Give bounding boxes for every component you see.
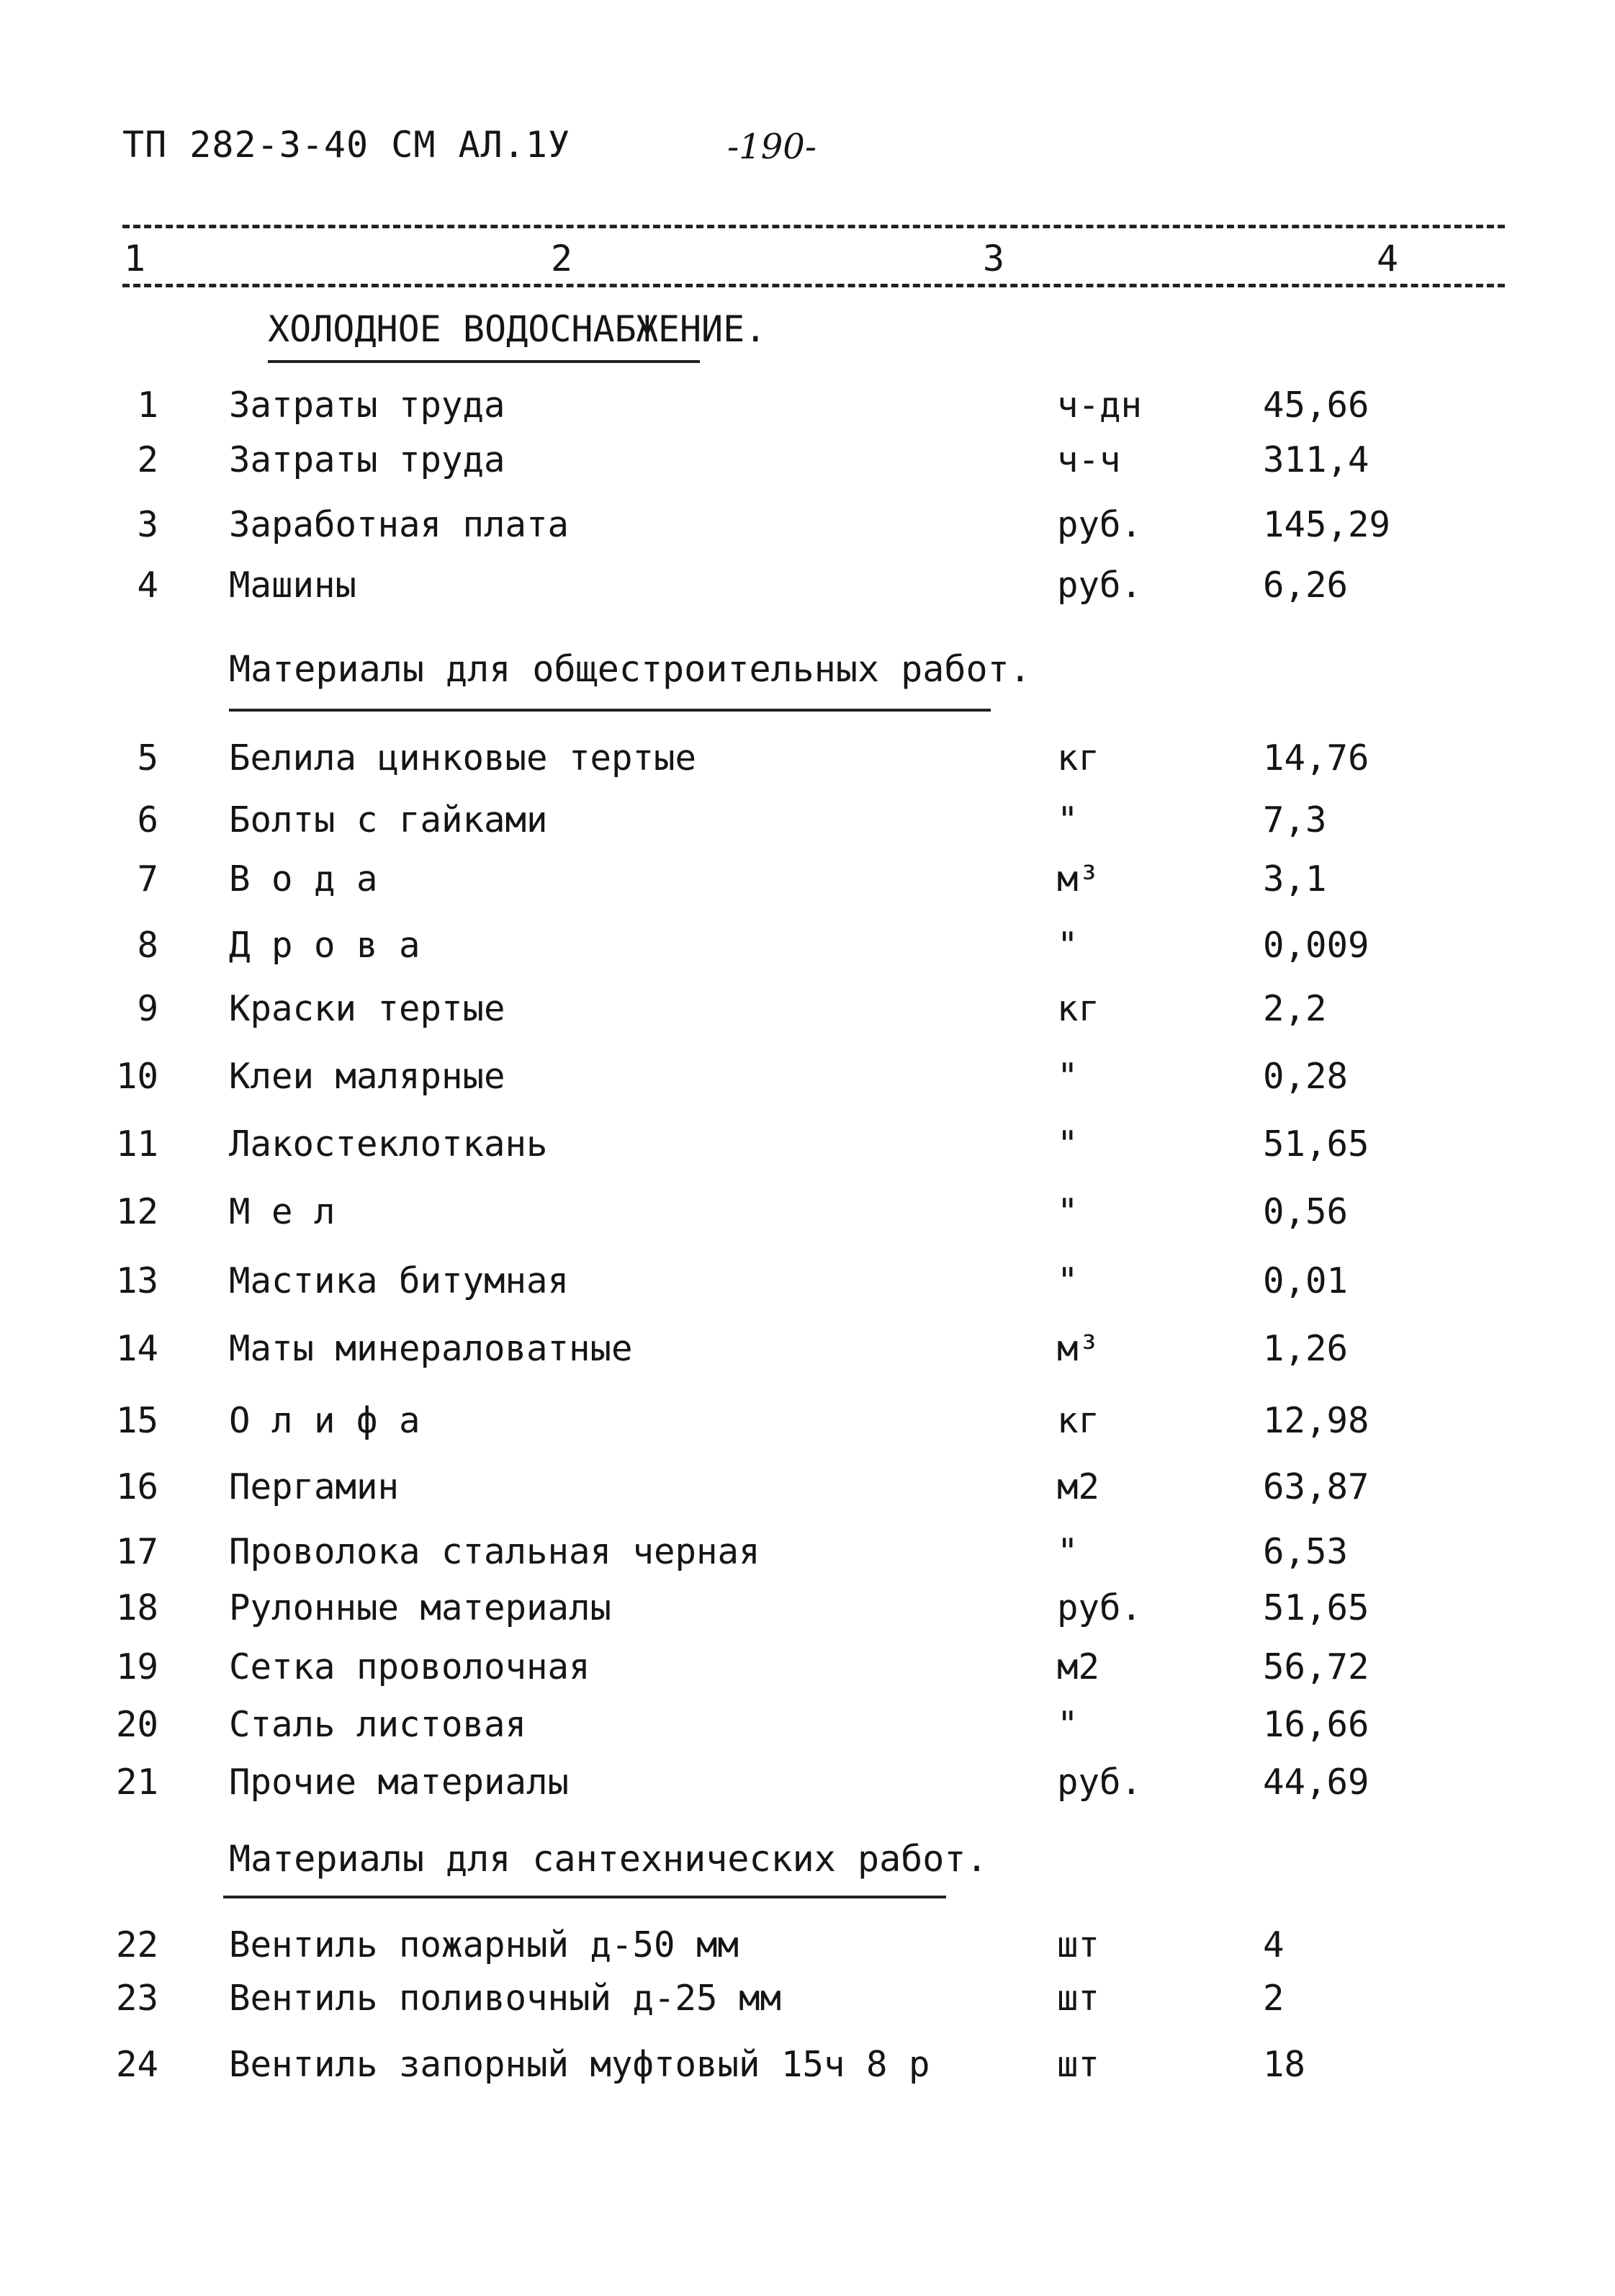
row-value: 6,26 bbox=[1263, 565, 1349, 606]
row-value: 3,1 bbox=[1263, 858, 1327, 900]
row-unit: " bbox=[1057, 1191, 1079, 1232]
row-value: 0,28 bbox=[1263, 1056, 1349, 1097]
row-value: 7,3 bbox=[1263, 799, 1327, 840]
row-value: 145,29 bbox=[1263, 504, 1391, 545]
row-name: Рулонные материалы bbox=[229, 1587, 612, 1628]
group-title-plumbing: Материалы для сантехнических работ. bbox=[229, 1838, 988, 1880]
row-name: М е л bbox=[229, 1191, 336, 1232]
row-name: В о д а bbox=[229, 858, 378, 900]
row-unit: шт bbox=[1057, 1978, 1100, 2019]
row-unit: " bbox=[1057, 1531, 1079, 1572]
row-name: Прочие материалы bbox=[229, 1762, 570, 1803]
page-number: -190- bbox=[727, 127, 817, 167]
row-number: 12 bbox=[115, 1191, 158, 1232]
row-unit: шт bbox=[1057, 2044, 1100, 2085]
divider-top bbox=[122, 225, 1505, 228]
section-title: ХОЛОДНОЕ ВОДОСНАБЖЕНИЕ. bbox=[268, 308, 767, 350]
row-number: 2 bbox=[137, 439, 158, 480]
row-unit: м³ bbox=[1057, 1328, 1100, 1369]
group-title-plumbing-underline bbox=[223, 1896, 946, 1898]
row-name: Краски тертые bbox=[229, 988, 505, 1029]
row-unit: ч-ч bbox=[1057, 439, 1121, 480]
row-unit: м³ bbox=[1057, 858, 1100, 900]
column-number-2: 2 bbox=[551, 238, 573, 279]
row-unit: м2 bbox=[1057, 1466, 1100, 1507]
row-name: Затраты труда bbox=[229, 439, 505, 480]
row-name: Сетка проволочная bbox=[229, 1646, 590, 1687]
row-name: Лакостеклоткань bbox=[229, 1124, 548, 1165]
row-value: 4 bbox=[1263, 1924, 1285, 1965]
row-unit: " bbox=[1057, 799, 1079, 840]
row-number: 13 bbox=[115, 1260, 158, 1301]
row-value: 0,01 bbox=[1263, 1260, 1349, 1301]
row-number: 14 bbox=[115, 1328, 158, 1369]
row-value: 14,76 bbox=[1263, 737, 1369, 779]
row-number: 1 bbox=[137, 385, 158, 426]
row-unit: руб. bbox=[1057, 1587, 1143, 1628]
column-number-1: 1 bbox=[124, 238, 146, 279]
row-value: 1,26 bbox=[1263, 1328, 1349, 1369]
row-number: 9 bbox=[137, 988, 158, 1029]
row-number: 16 bbox=[115, 1466, 158, 1507]
row-number: 21 bbox=[115, 1762, 158, 1803]
divider-bottom bbox=[122, 284, 1505, 287]
row-number: 18 bbox=[115, 1587, 158, 1628]
row-number: 11 bbox=[115, 1124, 158, 1165]
row-number: 6 bbox=[137, 799, 158, 840]
row-unit: кг bbox=[1057, 1400, 1100, 1441]
row-number: 20 bbox=[115, 1704, 158, 1745]
row-unit: м2 bbox=[1057, 1646, 1100, 1687]
section-title-underline bbox=[268, 360, 700, 363]
row-name: О л и ф а bbox=[229, 1400, 420, 1441]
row-number: 15 bbox=[115, 1400, 158, 1441]
row-value: 6,53 bbox=[1263, 1531, 1349, 1572]
row-value: 18 bbox=[1263, 2044, 1306, 2085]
row-number: 3 bbox=[137, 504, 158, 545]
row-unit: " bbox=[1057, 925, 1079, 966]
row-unit: шт bbox=[1057, 1924, 1100, 1965]
row-name: Клеи малярные bbox=[229, 1056, 505, 1097]
row-number: 23 bbox=[115, 1978, 158, 2019]
row-number: 10 bbox=[115, 1056, 158, 1097]
row-name: Заработная плата bbox=[229, 504, 570, 545]
column-number-4: 4 bbox=[1377, 238, 1399, 279]
row-name: Белила цинковые тертые bbox=[229, 737, 697, 779]
row-name: Вентиль запорный муфтовый 15ч 8 р bbox=[229, 2044, 930, 2085]
row-name: Маты минераловатные bbox=[229, 1328, 633, 1369]
row-number: 5 bbox=[137, 737, 158, 779]
row-value: 2,2 bbox=[1263, 988, 1327, 1029]
row-unit: " bbox=[1057, 1056, 1079, 1097]
row-unit: ч-дн bbox=[1057, 385, 1143, 426]
row-unit: кг bbox=[1057, 988, 1100, 1029]
row-unit: " bbox=[1057, 1124, 1079, 1165]
document-code: ТП 282-3-40 СМ АЛ.1У bbox=[122, 124, 571, 166]
row-name: Машины bbox=[229, 565, 357, 606]
row-number: 4 bbox=[137, 565, 158, 606]
row-value: 63,87 bbox=[1263, 1466, 1369, 1507]
row-value: 44,69 bbox=[1263, 1762, 1369, 1803]
row-value: 0,009 bbox=[1263, 925, 1369, 966]
row-unit: руб. bbox=[1057, 565, 1143, 606]
row-number: 7 bbox=[137, 858, 158, 900]
row-unit: кг bbox=[1057, 737, 1100, 779]
row-value: 2 bbox=[1263, 1978, 1285, 2019]
row-unit: " bbox=[1057, 1704, 1079, 1745]
column-number-3: 3 bbox=[983, 238, 1005, 279]
row-name: Проволока стальная черная bbox=[229, 1531, 760, 1572]
row-value: 12,98 bbox=[1263, 1400, 1369, 1441]
row-name: Вентиль пожарный д-50 мм bbox=[229, 1924, 739, 1965]
row-unit: " bbox=[1057, 1260, 1079, 1301]
row-value: 311,4 bbox=[1263, 439, 1369, 480]
row-value: 56,72 bbox=[1263, 1646, 1369, 1687]
row-number: 22 bbox=[115, 1924, 158, 1965]
row-name: Мастика битумная bbox=[229, 1260, 570, 1301]
row-unit: руб. bbox=[1057, 504, 1143, 545]
row-name: Вентиль поливочный д-25 мм bbox=[229, 1978, 782, 2019]
row-value: 51,65 bbox=[1263, 1124, 1369, 1165]
row-value: 51,65 bbox=[1263, 1587, 1369, 1628]
row-value: 45,66 bbox=[1263, 385, 1369, 426]
row-name: Затраты труда bbox=[229, 385, 505, 426]
group-title-general: Материалы для общестроительных работ. bbox=[229, 648, 1031, 690]
row-name: Болты с гайками bbox=[229, 799, 548, 840]
row-number: 8 bbox=[137, 925, 158, 966]
row-number: 19 bbox=[115, 1646, 158, 1687]
row-number: 17 bbox=[115, 1531, 158, 1572]
row-name: Сталь листовая bbox=[229, 1704, 527, 1745]
row-name: Д р о в а bbox=[229, 925, 420, 966]
row-name: Пергамин bbox=[229, 1466, 400, 1507]
row-unit: руб. bbox=[1057, 1762, 1143, 1803]
row-number: 24 bbox=[115, 2044, 158, 2085]
group-title-general-underline bbox=[229, 709, 991, 712]
row-value: 0,56 bbox=[1263, 1191, 1349, 1232]
row-value: 16,66 bbox=[1263, 1704, 1369, 1745]
